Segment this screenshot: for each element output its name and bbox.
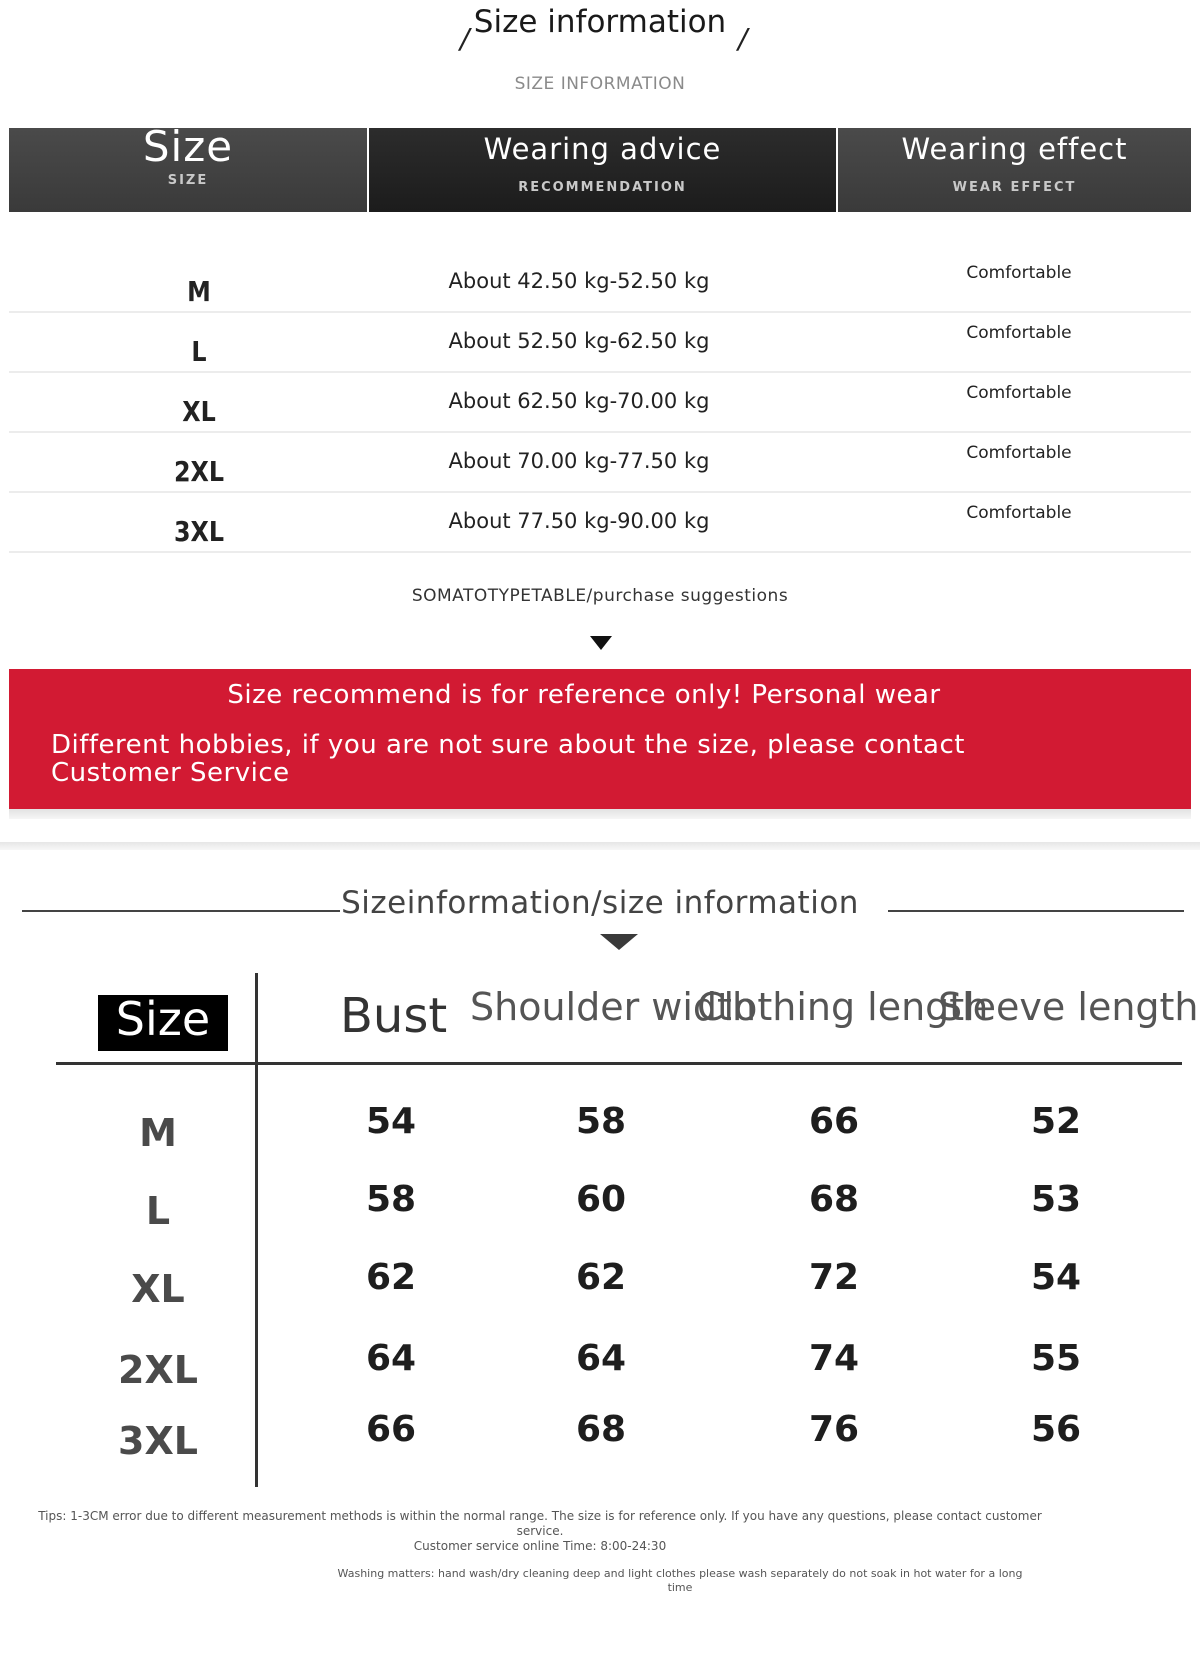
panel2-title: Sizeinformation/size information	[341, 885, 859, 921]
notice-line-1: Size recommend is for reference only! Personal wear	[227, 680, 941, 710]
header-advice-sub: RECOMMENDATION	[518, 180, 687, 195]
measurement-tips	[20, 1509, 1060, 1554]
row-effect: Comfortable	[966, 443, 1072, 463]
sleeve-value: 54	[1030, 1257, 1082, 1298]
table-row	[0, 1095, 1200, 1165]
row-size: XL	[131, 1267, 185, 1311]
row-size: 3XL	[173, 515, 225, 548]
table-row	[9, 433, 1191, 493]
table-row	[0, 1403, 1200, 1473]
tips-text: Tips: 1-3CM error due to different measurement methods is within the normal range. The size is for reference only. If you have any questions, please contact customer service.	[38, 1509, 1042, 1538]
sleeve-value: 52	[1030, 1101, 1082, 1142]
title-slash-left: /	[460, 22, 470, 55]
title-slash-right: /	[738, 22, 748, 55]
down-arrow-icon	[590, 636, 612, 650]
header-size-label: Size	[142, 122, 234, 171]
shoulder-value: 68	[575, 1409, 627, 1450]
panel1-title: Size information	[473, 4, 727, 40]
table-row	[0, 1332, 1200, 1402]
row-size: L	[145, 1189, 171, 1233]
sleeve-value: 56	[1030, 1409, 1082, 1450]
bust-value: 66	[365, 1409, 417, 1450]
service-hours: Customer service online Time: 8:00-24:30	[413, 1539, 667, 1553]
bust-value: 64	[365, 1338, 417, 1379]
reference-notice-banner	[9, 669, 1191, 809]
row-size: 2XL	[173, 455, 225, 488]
shoulder-value: 60	[575, 1179, 627, 1220]
column-header-clothing-length: Clothing length	[697, 985, 989, 1029]
recommendation-table	[9, 253, 1191, 553]
header-wearing-effect	[838, 128, 1191, 212]
row-size: M	[139, 1111, 177, 1155]
table-row	[9, 253, 1191, 313]
panel1-subtitle: SIZE INFORMATION	[514, 74, 686, 94]
header-size	[9, 122, 367, 212]
column-header-bust: Bust	[340, 988, 448, 1044]
table-row	[0, 1173, 1200, 1243]
title-rule-right	[888, 910, 1184, 912]
header-effect-sub: WEAR EFFECT	[952, 180, 1077, 195]
row-size: M	[187, 275, 211, 308]
row-size: 2XL	[118, 1348, 198, 1392]
sleeve-value: 55	[1030, 1338, 1082, 1379]
row-effect: Comfortable	[966, 503, 1072, 523]
length-value: 72	[808, 1257, 860, 1298]
row-size: 3XL	[118, 1419, 198, 1463]
shoulder-value: 64	[575, 1338, 627, 1379]
bust-value: 54	[365, 1101, 417, 1142]
size-column-label: Size	[98, 995, 228, 1051]
washing-instructions: Washing matters: hand wash/dry cleaning deep and light clothes please wash separately do not soak in hot water for a long time	[337, 1567, 1023, 1594]
column-header-sleeve-length: Sleeve length	[938, 985, 1199, 1029]
length-value: 68	[808, 1179, 860, 1220]
header-wearing-advice	[369, 128, 836, 212]
bust-value: 58	[365, 1179, 417, 1220]
row-advice: About 70.00 kg-77.50 kg	[448, 449, 710, 473]
banner-shadow	[9, 809, 1191, 819]
row-effect: Comfortable	[966, 323, 1072, 343]
row-effect: Comfortable	[966, 263, 1072, 283]
purchase-suggestions-caption: SOMATOTYPETABLE/purchase suggestions	[411, 586, 789, 606]
panel-divider	[0, 842, 1200, 850]
bust-value: 62	[365, 1257, 417, 1298]
row-advice: About 42.50 kg-52.50 kg	[448, 269, 710, 293]
row-effect: Comfortable	[966, 383, 1072, 403]
table-row	[9, 313, 1191, 373]
length-value: 76	[808, 1409, 860, 1450]
row-size: XL	[182, 395, 216, 428]
notice-line-2: Different hobbies, if you are not sure about the size, please contact Customer Service	[51, 730, 965, 788]
row-size: L	[191, 335, 207, 368]
shoulder-value: 58	[575, 1101, 627, 1142]
table-horizontal-rule	[56, 1062, 1182, 1065]
column-header-shoulder-width: Shoulder width	[470, 985, 757, 1029]
row-advice: About 52.50 kg-62.50 kg	[448, 329, 710, 353]
table-row	[9, 373, 1191, 433]
length-value: 66	[808, 1101, 860, 1142]
length-value: 74	[808, 1338, 860, 1379]
shoulder-value: 62	[575, 1257, 627, 1298]
row-advice: About 62.50 kg-70.00 kg	[448, 389, 710, 413]
title-rule-left	[22, 910, 340, 912]
table-row	[0, 1251, 1200, 1321]
row-advice: About 77.50 kg-90.00 kg	[448, 509, 710, 533]
header-size-sub: SIZE	[167, 173, 209, 188]
table-row	[9, 493, 1191, 553]
header-advice-label: Wearing advice	[483, 132, 722, 166]
down-arrow-icon	[600, 934, 638, 950]
header-effect-label: Wearing effect	[901, 132, 1128, 166]
sleeve-value: 53	[1030, 1179, 1082, 1220]
